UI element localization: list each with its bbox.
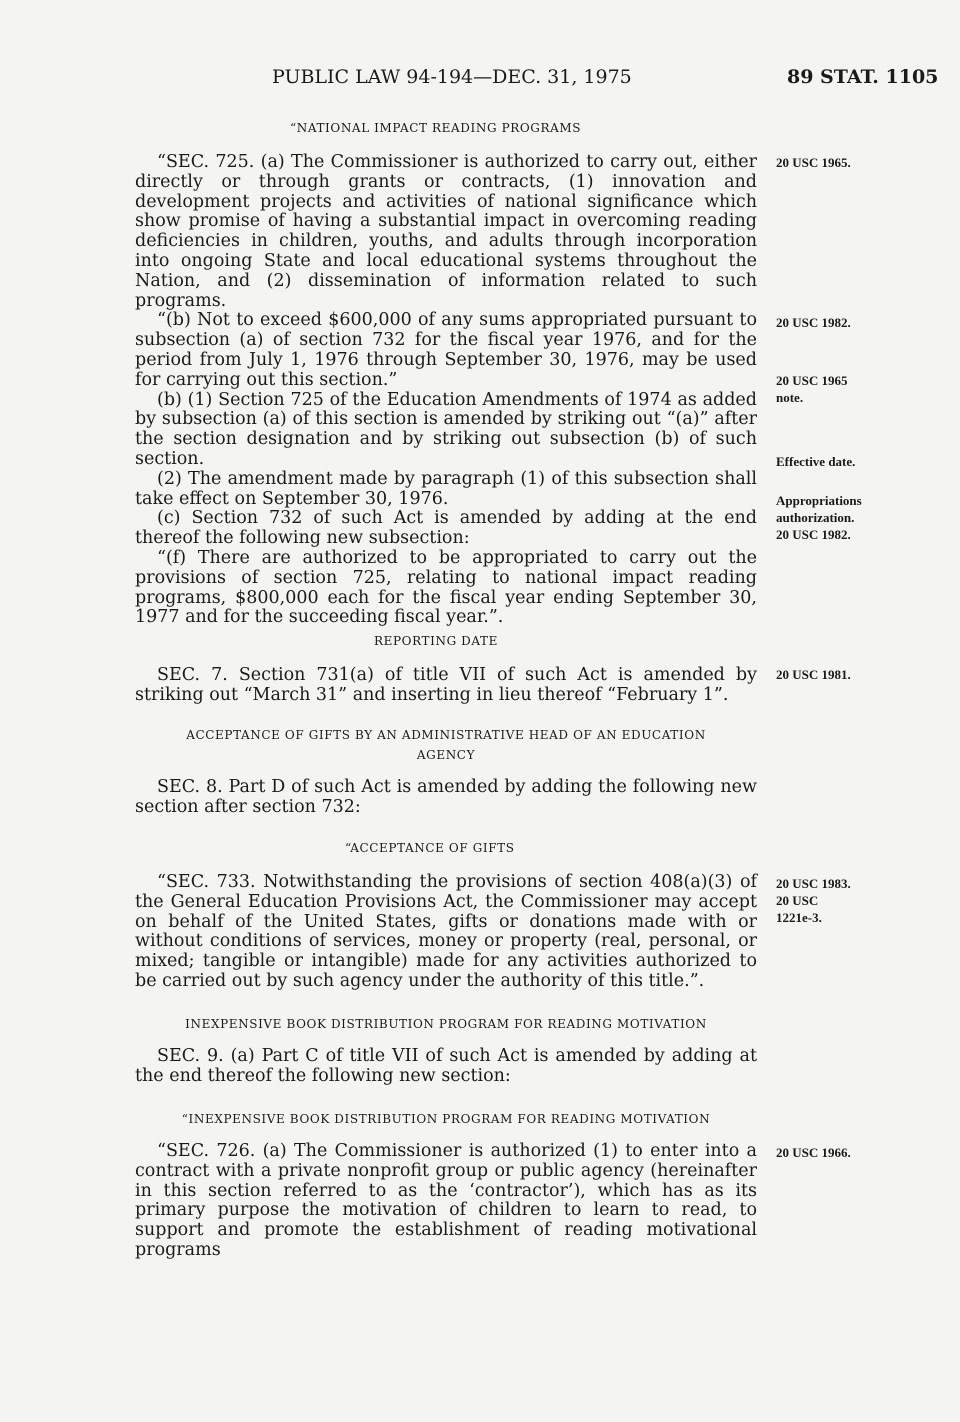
- body-block-sec-725: [135, 153, 757, 628]
- heading-acceptance-of-gifts-inner: “ACCEPTANCE OF GIFTS: [345, 841, 515, 855]
- body-block-sec-7: [135, 666, 757, 706]
- heading-inexpensive-book-distribution-inner: “INEXPENSIVE BOOK DISTRIBUTION PROGRAM FOR READING MOTIVATION: [181, 1112, 711, 1126]
- paragraph-c: (c) Section 732 of such Act is amended by adding at the end thereof the following new subsection:: [135, 508, 757, 549]
- heading-acceptance-of-gifts-line2: AGENCY: [416, 748, 476, 762]
- paragraph-sec-725-a: “SEC. 725. (a) The Commissioner is authorized to carry out, either directly or through grants or contracts, (1) innovation and development projects and activities of national significance which show promise of having a substantial impact in overcoming reading deficiencies in children, youths, and adults through incorporation into ongoing State and local educational systems throughout the Nation, and (2) dissemination of information related to such programs.: [135, 152, 757, 311]
- heading-acceptance-of-gifts-line1: ACCEPTANCE OF GIFTS BY AN ADMINISTRATIVE HEAD OF AN EDUCATION: [186, 728, 706, 742]
- margin-note-usc-1965-note: 20 USC 1965 note.: [776, 373, 848, 405]
- paragraph-sec-8: SEC. 8. Part D of such Act is amended by adding the following new section after section 732:: [135, 777, 757, 817]
- paragraph-sec-726-a: “SEC. 726. (a) The Commissioner is authorized (1) to enter into a contract with a private nonprofit group or public agency (hereinafter in this section referred to as the ‘contractor’), which has as its primary purpose the motivation of children to learn to read, to support and promote the establishment of reading motivational programs: [135, 1141, 757, 1260]
- paragraph-sec-9: SEC. 9. (a) Part C of title VII of such Act is amended by adding at the end thereof the following new section:: [135, 1046, 757, 1086]
- paragraph-b-1: (b) (1) Section 725 of the Education Amendments of 1974 as added by subsection (a) of this section is amended by striking out “(a)” after the section designation and by striking out subsection (b) of such section.: [135, 389, 757, 469]
- margin-note-usc-1966: 20 USC 1966.: [776, 1145, 851, 1160]
- paragraph-sec-733: “SEC. 733. Notwithstanding the provisions of section 408(a)(3) of the General Education Provisions Act, the Commissioner may accept on behalf of the United States, gifts or donations made with or without conditions of services, money or property (real, personal, or mixed; tangible or intangible) made for any activities authorized to be carried out by such agency under the authority of this title.”.: [135, 872, 757, 991]
- paragraph-sec-725-b: “(b) Not to exceed $600,000 of any sums appropriated pursuant to subsection (a) of section 732 for the fiscal year 1976, and for the period from July 1, 1976 through September 30, 1976, may be used for carrying out this section.”: [135, 310, 757, 390]
- body-block-sec-726: [135, 1142, 757, 1261]
- margin-note-effective-date: Effective date.: [776, 454, 856, 469]
- paragraph-sec-7: SEC. 7. Section 731(a) of title VII of such Act is amended by striking out “March 31” and inserting in lieu thereof “February 1”.: [135, 665, 757, 705]
- paragraph-b-2: (2) The amendment made by paragraph (1) of this subsection shall take effect on September 30, 1976.: [135, 468, 757, 509]
- body-block-sec-9: [135, 1047, 757, 1087]
- page-header-title: PUBLIC LAW 94-194—DEC. 31, 1975: [272, 66, 632, 88]
- paragraph-f: “(f) There are authorized to be appropriated to carry out the provisions of section 725, relating to national impact reading programs, $800,000 each for the fiscal year ending September 30, 1977 and for the succeeding fiscal year.”.: [135, 547, 757, 628]
- margin-note-usc-1982: 20 USC 1982.: [776, 315, 851, 330]
- heading-inexpensive-book-distribution: INEXPENSIVE BOOK DISTRIBUTION PROGRAM FOR READING MOTIVATION: [185, 1017, 707, 1031]
- margin-note-usc-1983: 20 USC 1983. 20 USC 1221e-3.: [776, 876, 851, 925]
- heading-reporting-date: REPORTING DATE: [374, 634, 498, 648]
- margin-note-appropriations-authorization: Appropriations authorization. 20 USC 1982.: [776, 493, 862, 542]
- page-header-statute-ref: 89 STAT. 1105: [787, 66, 939, 88]
- heading-national-impact-reading-programs: “NATIONAL IMPACT READING PROGRAMS: [290, 121, 582, 135]
- margin-note-usc-1981: 20 USC 1981.: [776, 667, 851, 682]
- margin-note-usc-1965: 20 USC 1965.: [776, 155, 851, 170]
- body-block-sec-8: [135, 778, 757, 818]
- body-block-sec-733: [135, 873, 757, 992]
